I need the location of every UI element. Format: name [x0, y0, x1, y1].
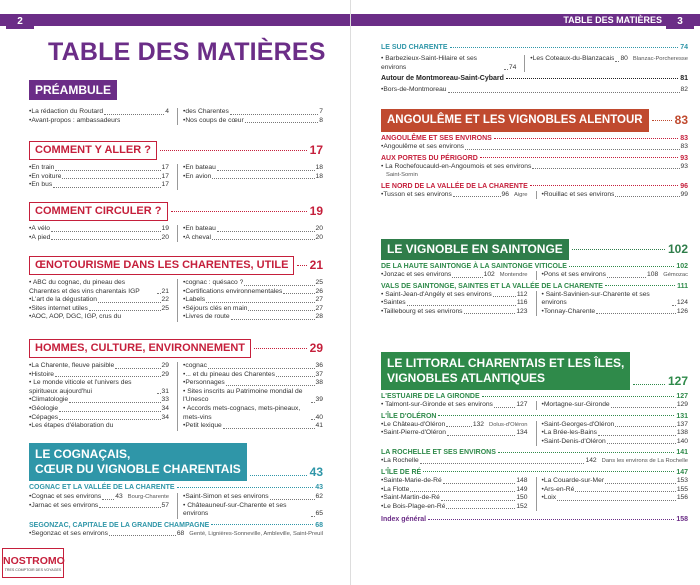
toc-entry-label: À vélo [31, 225, 50, 232]
toc-entry-page: 29 [161, 362, 169, 369]
toc-entry[interactable]: • Les étapes d'élaboration du [29, 422, 114, 430]
toc-entry-page: 138 [676, 429, 688, 437]
toc-column [381, 421, 528, 447]
toc-entry-label: Bors-de-Montmoreau [383, 86, 447, 94]
toc-entry-page: 93 [680, 162, 688, 170]
toc-entry-label: Séjours clés en main [185, 304, 248, 312]
toc-entry-label: Saint-Denis-d'Oléron [543, 437, 606, 445]
toc-entry[interactable]: • Saint-Jean-d'Angély et ses environs 112 [381, 290, 528, 298]
toc-entry[interactable]: • La rédaction du Routard 4 [29, 108, 169, 115]
toc-entry[interactable]: • Nos coups de cœur 8 [183, 116, 323, 124]
toc-entry[interactable]: • Angoulême et ses environs 83 [381, 143, 688, 150]
toc-entry-label: Nos coups de cœur [185, 116, 244, 124]
toc-entry-sublabel: Dolus-d'Oléron [489, 421, 528, 428]
toc-entry-page: 25 [315, 279, 323, 286]
toc-entry-label: Accords mets-cognacs, mets-pineaux, mets-vins [183, 404, 301, 421]
toc-column [536, 401, 689, 410]
toc-column [381, 163, 688, 180]
toc-entry[interactable]: • Certifications environnementales 26 [183, 287, 323, 295]
toc-entry-page: 153 [676, 476, 688, 484]
section-heading[interactable]: ANGOULÊME ET LES VIGNOBLES ALENTOUR [381, 109, 649, 132]
toc-entry-sublabel: Bourg-Charente [127, 494, 169, 500]
toc-entry-page: 102 [483, 271, 495, 278]
toc-column [381, 271, 528, 280]
toc-entry[interactable]: • Les Coteaux-du-Blanzacais 80 Blanzac-Porcheresse [530, 55, 688, 62]
toc-entry[interactable]: • Avant-propos : ambassadeurs [29, 116, 121, 124]
toc-entry-label: Saint-Savinien-sur-Charente et ses environs [541, 290, 650, 307]
section-angouleme [381, 108, 688, 199]
toc-entry-label: La Couarde-sur-Mer [543, 476, 605, 484]
toc-entry[interactable]: • La Flotte 149 [381, 485, 528, 493]
toc-entry-page: 17 [161, 172, 169, 180]
section-page: 21 [309, 258, 323, 272]
toc-entry-page: 150 [516, 494, 528, 502]
toc-entry[interactable]: • Barbezieux-Saint-Hilaire et ses environs 74 [381, 55, 517, 71]
toc-entry[interactable]: • des Charentes 7 [183, 108, 323, 115]
toc-entry-sublabel: Saint-Sornin [386, 172, 418, 179]
toc-entry-label: Les étapes d'élaboration du [31, 422, 114, 430]
section-saintonge [381, 238, 688, 316]
toc-entry-label: cognac : quésaco ? [185, 279, 244, 286]
toc-entry[interactable]: • Ars-en-Ré 155 [541, 485, 688, 493]
toc-entry-label: La Flotte [383, 485, 410, 493]
toc-entry-page: 156 [676, 494, 688, 502]
section-heading: PRÉAMBULE [29, 80, 117, 100]
toc-entry-page: 57 [161, 501, 169, 509]
toc-entry[interactable]: • Châteauneuf-sur-Charente et ses environs 65 [183, 501, 323, 518]
section-sud-charente [381, 41, 688, 95]
toc-entry-sublabel: Dans les environs de La Rochelle [601, 458, 688, 465]
toc-entry[interactable]: • Segonzac et ses environs 68 Genté, Lignières-Sonneville, Ambleville, Saint-Preuil [29, 529, 323, 537]
toc-entry-page: 17 [161, 164, 169, 171]
toc-column [29, 530, 323, 539]
toc-entry-label: Géologie [31, 404, 59, 412]
section-littoral [381, 352, 688, 523]
toc-entry-label: des Charentes [185, 108, 229, 115]
toc-entry[interactable]: • En train 17 [29, 164, 169, 171]
nostromo-logo: NOSTROMO TRES COMPTOIR DES VOYAGES [2, 548, 64, 578]
toc-entry-label: Saint-Martin-de-Ré [383, 494, 440, 502]
toc-entry-page: 112 [516, 290, 528, 298]
toc-entry-page: 149 [516, 485, 528, 493]
toc-column [177, 493, 323, 519]
subsection-heading[interactable]: LA ROCHELLE ET SES ENVIRONS 141 [381, 449, 688, 457]
toc-entry-label: En train [31, 164, 55, 171]
toc-entry-label: Les Coteaux-du-Blanzacais [532, 55, 615, 62]
toc-entry-page: 155 [676, 485, 688, 493]
toc-entry-page: 116 [516, 299, 528, 307]
toc-entry-page: 4 [165, 108, 169, 115]
toc-entry-page: 29 [161, 370, 169, 378]
toc-entry[interactable]: • Accords mets-cognacs, mets-pineaux, mets-vins 40 [183, 404, 323, 421]
top-bar [0, 14, 350, 26]
toc-entry-page: 62 [315, 493, 323, 500]
subsection-heading[interactable]: L'ESTUAIRE DE LA GIRONDE 127 [381, 393, 688, 400]
section-page: 43 [309, 465, 323, 479]
toc-entry-page: 96 [501, 190, 509, 198]
toc-entry-page: 18 [315, 172, 323, 180]
toc-entry-label: Châteauneuf-sur-Charente et ses environs [183, 501, 287, 518]
toc-entry[interactable]: • Saint-Savinien-sur-Charente et ses environs 124 [541, 290, 688, 307]
toc-entry-page: 20 [161, 233, 169, 241]
toc-column [381, 191, 528, 200]
toc-entry[interactable]: • La Brée-les-Bains 138 [541, 429, 688, 437]
toc-entry-sublabel: Genté, Lignières-Sonneville, Ambleville, Saint-Preuil [189, 530, 323, 537]
index-link[interactable]: Index général 158 [381, 516, 688, 524]
subsection-heading[interactable]: LE SUD CHARENTE 74 [381, 44, 688, 51]
toc-entry-label: Certifications environnementales [185, 287, 283, 295]
toc-entry[interactable]: • L'art de la dégustation 22 [29, 296, 169, 304]
toc-entry[interactable]: • Cépages 34 [29, 413, 169, 421]
toc-entry-page: 124 [676, 299, 688, 307]
toc-entry-label: L'art de la dégustation [31, 296, 97, 304]
toc-entry-page: 142 [585, 457, 597, 465]
toc-entry-label: Le Château-d'Oléron [383, 420, 446, 428]
toc-column [381, 477, 528, 511]
toc-entry-label: Le monde viticole et l'univers des spiritueux aujourd'hui [29, 379, 132, 395]
toc-entry[interactable]: • La Rochelle 142 Dans les environs de La Rochelle [381, 457, 688, 465]
toc-column [536, 291, 689, 317]
toc-entry[interactable]: • cognac : quésaco ? 25 [183, 279, 323, 286]
section-page: 17 [309, 143, 323, 157]
toc-column [29, 225, 169, 242]
toc-column [536, 421, 689, 447]
toc-entry-page: 80 [620, 55, 628, 62]
toc-entry-sublabel: Montendre [499, 272, 528, 278]
toc-entry-label: Histoire [31, 370, 55, 378]
toc-entry[interactable]: • Saint-Simon et ses environs 62 [183, 493, 323, 500]
toc-entry-sublabel: Blanzac-Porcheresse [632, 56, 688, 62]
toc-entry[interactable]: • cognac 36 [183, 362, 323, 369]
toc-column [177, 362, 323, 431]
toc-entry-label: La Brée-les-Bains [543, 429, 597, 437]
toc-column [29, 493, 169, 519]
toc-entry-page: 25 [161, 304, 169, 312]
toc-entry[interactable]: • AOC, AOP, DGC, IGP, crus du [29, 313, 122, 321]
toc-entry-label: Tusson et ses environs [383, 190, 452, 198]
section-heading[interactable]: COMMENT Y ALLER ? [29, 141, 157, 160]
toc-entry-label: En voiture [31, 172, 62, 180]
toc-entry-label: Angoulême et ses environs [383, 143, 465, 150]
running-title: TABLE DES MATIÈRES [563, 15, 662, 25]
page-number: 3 [666, 14, 694, 29]
toc-entry-label: Saint-Georges-d'Oléron [543, 420, 615, 428]
toc-entry[interactable]: • Tusson et ses environs 96 Aigre [381, 190, 528, 198]
toc-entry[interactable]: • Bors-de-Montmoreau 82 [381, 86, 688, 94]
right-page [350, 0, 700, 585]
toc-entry[interactable]: • Saint-Martin-de-Ré 150 [381, 494, 528, 502]
toc-column [536, 271, 689, 280]
toc-entry[interactable]: • Sites internet utiles 25 [29, 304, 169, 312]
toc-column [29, 164, 169, 190]
toc-entry[interactable]: • Saint-Pierre-d'Oléron 134 [381, 429, 528, 437]
toc-entry-label: Saint-Pierre-d'Oléron [383, 429, 446, 437]
toc-entry-label: En bateau [185, 164, 216, 171]
toc-entry-label: En bateau [185, 225, 216, 232]
toc-entry[interactable]: • Sites inscrits au Patrimoine mondial de l'Unesco 39 [183, 387, 323, 404]
toc-entry[interactable]: • Petit lexique 41 [183, 422, 323, 430]
toc-entry-page: 31 [161, 387, 169, 395]
section-comment-aller [29, 140, 323, 190]
section-page: 127 [667, 374, 688, 388]
toc-entry[interactable]: • Sainte-Marie-de-Ré 148 [381, 476, 528, 484]
toc-entry-label: Cépages [31, 413, 59, 421]
toc-entry-label: Talmont-sur-Gironde et ses environs [385, 401, 493, 408]
toc-entry-page: 20 [315, 233, 323, 241]
toc-entry[interactable]: • Rouillac et ses environs 99 [541, 190, 688, 198]
toc-column [177, 164, 323, 190]
toc-entry-label: Avant-propos : ambassadeurs [31, 116, 121, 124]
subsection-heading[interactable]: AUX PORTES DU PÉRIGORD 93 [381, 154, 688, 162]
toc-entry-label: La Rochefoucauld-en-Angoumois et ses environs [385, 162, 532, 170]
section-preambule [29, 80, 323, 125]
toc-entry-page: 28 [315, 313, 323, 321]
section-page: 102 [667, 242, 688, 256]
toc-entry[interactable]: • En bateau 20 [183, 225, 323, 232]
toc-entry[interactable]: • À vélo 19 [29, 225, 169, 232]
toc-column [381, 457, 688, 466]
toc-entry-page: 40 [315, 413, 323, 421]
toc-entry-label: Rouillac et ses environs [543, 190, 615, 198]
toc-column [536, 191, 689, 200]
toc-entry-label: Sites internet utiles [31, 304, 88, 312]
toc-entry-page: 26 [315, 287, 323, 295]
toc-entry[interactable]: • Jonzac et ses environs 102 Montendre [381, 271, 528, 278]
toc-column [29, 108, 169, 125]
toc-entry[interactable]: • Le Château-d'Oléron 132 Dolus-d'Oléron [381, 420, 528, 428]
toc-entry-page: 34 [161, 413, 169, 421]
toc-entry-label: Saint-Jean-d'Angély et ses environs [385, 290, 492, 298]
toc-entry[interactable]: • ABC du cognac, du pineau des Charentes et des vins charentais IGP 21 [29, 279, 169, 295]
toc-entry[interactable]: • En bateau 18 [183, 164, 323, 171]
section-heading[interactable]: LE VIGNOBLE EN SAINTONGE [381, 239, 569, 260]
page-number: 2 [6, 14, 34, 29]
toc-entry-label: Le Bois-Plage-en-Ré [383, 502, 446, 510]
toc-entry-page: 123 [516, 307, 528, 315]
toc-entry[interactable]: • Géologie 34 [29, 404, 169, 412]
toc-entry[interactable]: • Saint-Denis-d'Oléron 140 [541, 437, 688, 445]
toc-entry[interactable]: • Cognac et ses environs 43 Bourg-Charente [29, 493, 169, 500]
toc-entry-page: 19 [161, 225, 169, 232]
toc-entry-page: 27 [315, 296, 323, 304]
toc-entry[interactable]: • Mortagne-sur-Gironde 129 [541, 401, 688, 408]
subsection-heading[interactable]: L'ÎLE D'OLÉRON 131 [381, 412, 688, 420]
toc-entry[interactable]: • À cheval 20 [183, 233, 323, 241]
toc-entry-label: AOC, AOP, DGC, IGP, crus du [31, 313, 122, 321]
section-hommes [29, 338, 323, 431]
toc-entry[interactable]: • La Charente, fleuve paisible 29 [29, 362, 169, 369]
section-heading[interactable]: HOMMES, CULTURE, ENVIRONNEMENT [29, 339, 251, 358]
section-page: 83 [674, 113, 688, 127]
toc-entry[interactable]: • Histoire 29 [29, 370, 169, 378]
toc-entry[interactable]: • Tonnay-Charente 126 [541, 307, 688, 315]
toc-entry-page: 127 [516, 401, 528, 408]
subsection-heading[interactable]: COGNAC ET LA VALLÉE DE LA CHARENTE 43 [29, 484, 323, 491]
toc-entry-sublabel: Aigre [513, 191, 528, 198]
toc-entry-label: Climatologie [31, 396, 69, 404]
toc-entry-page: 22 [161, 296, 169, 304]
toc-entry[interactable]: • ... et du pineau des Charentes 37 [183, 370, 323, 378]
section-page: 19 [309, 204, 323, 218]
toc-entry-label: Barbezieux-Saint-Hilaire et ses environs [381, 55, 478, 71]
toc-entry[interactable]: • La Rochefoucauld-en-Angoumois et ses environs 93 Saint-Sornin [381, 162, 688, 179]
toc-entry-page: 68 [176, 529, 185, 537]
page-title: TABLE DES MATIÈRES [48, 38, 326, 66]
toc-entry[interactable]: • Saintes 116 [381, 299, 528, 307]
subsection-heading[interactable]: SEGONZAC, CAPITALE DE LA GRANDE CHAMPAGNE 68 [29, 521, 323, 529]
subsection-heading[interactable]: L'ÎLE DE RÉ 147 [381, 468, 688, 476]
toc-entry-page: 37 [315, 370, 323, 378]
toc-entry-page: 36 [315, 362, 323, 369]
toc-entry-sublabel: Gémozac [663, 272, 688, 278]
toc-entry-page: 137 [676, 420, 688, 428]
toc-entry[interactable]: • Taillebourg et ses environs 123 [381, 307, 528, 315]
section-page: 29 [309, 341, 323, 355]
section-heading[interactable]: ŒNOTOURISME DANS LES CHARENTES, UTILE [29, 256, 294, 275]
toc-entry-page: 134 [516, 429, 528, 437]
toc-entry-page: 99 [680, 190, 688, 198]
toc-entry-label: Livres de route [185, 313, 230, 321]
toc-entry-label: ABC du cognac, du pineau des Charentes et des vins charentais IGP [29, 279, 140, 295]
toc-entry-label: Saintes [383, 299, 406, 307]
toc-entry-label: Labels [185, 296, 206, 304]
toc-entry-label: Sainte-Marie-de-Ré [383, 476, 442, 484]
toc-entry-label: ... et du pineau des Charentes [185, 370, 275, 378]
toc-column [177, 225, 323, 242]
subsection-heading[interactable]: LE NORD DE LA VALLÉE DE LA CHARENTE 96 [381, 182, 688, 190]
toc-entry-page: 27 [315, 304, 323, 312]
toc-entry-page: 43 [115, 493, 123, 500]
toc-entry[interactable]: • Talmont-sur-Gironde et ses environs 127 [381, 401, 528, 408]
toc-entry-label: La Rochelle [383, 457, 419, 465]
toc-entry-label: À cheval [185, 233, 211, 241]
toc-entry-label: Petit lexique [185, 422, 222, 430]
toc-entry[interactable]: • Personnages 38 [183, 379, 323, 387]
toc-entry-page: 132 [472, 420, 485, 428]
toc-entry[interactable]: • Loix 156 [541, 494, 688, 502]
toc-entry-page: 38 [315, 379, 323, 387]
toc-entry-label: Cognac et ses environs [31, 493, 102, 500]
toc-entry-page: 7 [319, 108, 323, 115]
toc-column [177, 108, 323, 125]
toc-column [381, 55, 516, 72]
subsection-heading[interactable]: VALS DE SAINTONGE, SAINTES ET LA VALLÉE DE LA CHARENTE 111 [381, 282, 688, 290]
toc-entry-page: 83 [680, 143, 688, 150]
toc-entry-label: Jonzac et ses environs [383, 271, 452, 278]
toc-entry-page: 82 [680, 86, 688, 94]
section-comment-circuler [29, 201, 323, 242]
toc-entry-page: 108 [647, 271, 659, 278]
toc-entry-label: Mortagne-sur-Gironde [543, 401, 610, 408]
toc-entry-page: 152 [516, 502, 528, 510]
toc-entry-page: 148 [516, 476, 528, 484]
toc-entry[interactable]: • Labels 27 [183, 296, 323, 304]
toc-column [177, 279, 323, 322]
toc-entry[interactable]: • Séjours clés en main 27 [183, 304, 323, 312]
section-oenotourisme [29, 255, 323, 322]
toc-entry-label: cognac [185, 362, 207, 369]
toc-entry-page: 33 [161, 396, 169, 404]
section-heading[interactable]: LE LITTORAL CHARENTAIS ET LES ÎLES, VIGNOBLES ATLANTIQUES [381, 352, 630, 390]
toc-entry-page: 18 [315, 164, 323, 171]
toc-entry-page: 21 [161, 287, 169, 295]
toc-entry[interactable]: • Jarnac et ses environs 57 [29, 501, 169, 509]
toc-column [381, 143, 688, 152]
toc-entry-label: En avion [185, 172, 212, 180]
section-cognacais [29, 443, 323, 538]
toc-entry-page: 34 [161, 404, 169, 412]
toc-entry[interactable]: • En avion 18 [183, 172, 323, 180]
toc-column [381, 291, 528, 317]
toc-entry-page: 41 [315, 422, 323, 430]
toc-entry-page: 8 [319, 116, 323, 124]
toc-column [381, 86, 688, 95]
toc-entry-page: 65 [315, 510, 323, 518]
toc-entry-page: 126 [676, 307, 688, 315]
toc-entry-label: Taillebourg et ses environs [383, 307, 463, 315]
toc-entry-label: Saint-Simon et ses environs [185, 493, 269, 500]
section-heading[interactable]: COMMENT CIRCULER ? [29, 202, 168, 221]
toc-entry-label: La rédaction du Routard [31, 108, 104, 115]
toc-entry-page: 140 [676, 437, 688, 445]
toc-entry-label: Segonzac et ses environs [31, 529, 108, 537]
toc-entry[interactable]: • Livres de route 28 [183, 313, 323, 321]
toc-entry-label: Ars-en-Ré [543, 485, 575, 493]
toc-entry-label: Jarnac et ses environs [31, 501, 99, 509]
toc-entry-page: 129 [676, 401, 688, 408]
toc-entry-label: La Charente, fleuve paisible [31, 362, 115, 369]
toc-entry-label: Personnages [185, 379, 225, 387]
toc-entry-page: 20 [315, 225, 323, 232]
subsection-heading[interactable]: ANGOULÊME ET SES ENVIRONS 83 [381, 135, 688, 142]
toc-entry[interactable]: • En bus 17 [29, 181, 169, 189]
toc-entry-label: Pons et ses environs [543, 271, 606, 278]
toc-column [29, 279, 169, 322]
toc-entry[interactable]: • Pons et ses environs 108 Gémozac [541, 271, 688, 278]
toc-entry-label: Tonnay-Charente [543, 307, 596, 315]
toc-entry-page: 39 [315, 396, 323, 404]
toc-entry-label: Sites inscrits au Patrimoine mondial de l'Unesco [183, 387, 303, 404]
subsection-heading[interactable]: DE LA HAUTE SAINTONGE À LA SAINTONGE VITICOLE 102 [381, 263, 688, 270]
toc-entry[interactable]: • En voiture 17 [29, 172, 169, 180]
toc-entry-label: Loix [543, 494, 557, 502]
toc-entry-label: À pied [31, 233, 51, 241]
toc-entry-page: 74 [508, 63, 517, 71]
toc-entry[interactable]: • Saint-Georges-d'Oléron 137 [541, 420, 688, 428]
toc-column [524, 55, 688, 72]
toc-entry-label: En bus [31, 181, 53, 189]
toc-entry[interactable]: • À pied 20 [29, 233, 169, 241]
toc-column [381, 401, 528, 410]
toc-entry[interactable]: • Climatologie 33 [29, 396, 169, 404]
toc-entry[interactable]: • La Couarde-sur-Mer 153 [541, 476, 688, 484]
toc-column [29, 362, 169, 431]
section-heading[interactable]: LE COGNAÇAIS, CŒUR DU VIGNOBLE CHARENTAIS [29, 443, 247, 481]
toc-entry-page: 17 [161, 181, 169, 189]
toc-column [536, 477, 689, 511]
subsection-heading[interactable]: Autour de Montmoreau-Saint-Cybard 81 [381, 75, 688, 83]
toc-entry[interactable]: • Le Bois-Plage-en-Ré 152 [381, 502, 528, 510]
toc-entry[interactable]: • Le monde viticole et l'univers des spiritueux aujourd'hui 31 [29, 379, 169, 395]
